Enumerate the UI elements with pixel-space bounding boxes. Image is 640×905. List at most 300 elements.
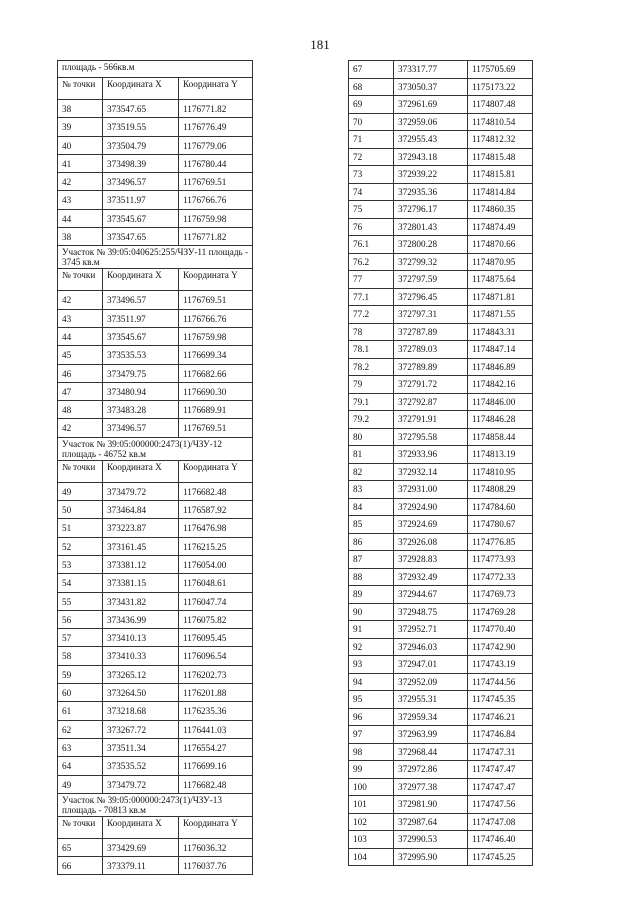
- coordinate-x: 373545.67: [103, 327, 179, 345]
- point-number: 79.1: [349, 393, 394, 411]
- coordinate-x: 372968.44: [394, 743, 468, 761]
- table-row: [349, 358, 533, 376]
- coordinate-y: 1174747.56: [468, 796, 533, 814]
- table-row: [349, 61, 533, 79]
- point-number: 79.2: [349, 411, 394, 429]
- coordinate-y: 1176048.61: [179, 574, 253, 592]
- section-title: площадь - 566кв.м: [58, 61, 253, 78]
- table-row: [349, 148, 533, 166]
- point-number: 99: [349, 761, 394, 779]
- coordinate-x: 372926.08: [394, 533, 468, 551]
- coordinate-y: 1176690.30: [179, 382, 253, 400]
- point-number: 81: [349, 446, 394, 464]
- table-row: [58, 401, 253, 419]
- coordinate-x: 372789.03: [394, 341, 468, 359]
- coordinate-y: 1176215.25: [179, 537, 253, 555]
- table-row: [349, 96, 533, 114]
- table-row: [349, 603, 533, 621]
- coordinate-x: 373381.15: [103, 574, 179, 592]
- point-number: 73: [349, 166, 394, 184]
- point-number: 59: [58, 665, 103, 683]
- table-row: [58, 118, 253, 136]
- coordinate-y: 1174745.35: [468, 691, 533, 709]
- coordinate-y: 1176699.16: [179, 757, 253, 775]
- point-number: 42: [58, 291, 103, 309]
- point-number: 60: [58, 684, 103, 702]
- table-row: [349, 428, 533, 446]
- point-number: 97: [349, 726, 394, 744]
- coordinate-y: 1176235.36: [179, 702, 253, 720]
- coordinate-y: 1174776.85: [468, 533, 533, 551]
- table-row: [349, 831, 533, 849]
- coordinate-y: 1176054.00: [179, 555, 253, 573]
- coordinate-x: 372799.32: [394, 253, 468, 271]
- point-number: 50: [58, 501, 103, 519]
- coordinate-x: 373429.69: [103, 838, 179, 856]
- coordinate-y: 1174808.29: [468, 481, 533, 499]
- point-number: 77: [349, 271, 394, 289]
- point-number: 53: [58, 555, 103, 573]
- coordinate-x: 373317.77: [394, 61, 468, 79]
- point-number: 41: [58, 154, 103, 172]
- table-row: [58, 838, 253, 856]
- coordinate-y: 1174846.89: [468, 358, 533, 376]
- right-coordinate-table: [348, 60, 532, 866]
- coordinate-y: 1174810.95: [468, 463, 533, 481]
- coordinate-x: 372946.03: [394, 638, 468, 656]
- coordinate-x: 373379.11: [103, 857, 179, 875]
- table-row: [58, 501, 253, 519]
- point-number: 102: [349, 813, 394, 831]
- coordinate-x: 373535.52: [103, 757, 179, 775]
- point-number: 101: [349, 796, 394, 814]
- table-row: [349, 726, 533, 744]
- coordinate-x: 373161.45: [103, 537, 179, 555]
- table-row: [349, 761, 533, 779]
- point-number: 57: [58, 629, 103, 647]
- table-row: [58, 382, 253, 400]
- point-number: 78.1: [349, 341, 394, 359]
- table-row: [349, 236, 533, 254]
- coordinate-y: 1176766.76: [179, 309, 253, 327]
- point-number: 96: [349, 708, 394, 726]
- coordinate-x: 372789.89: [394, 358, 468, 376]
- table-row: [58, 327, 253, 345]
- coordinate-x: 372981.90: [394, 796, 468, 814]
- point-number: 67: [349, 61, 394, 79]
- point-number: 100: [349, 778, 394, 796]
- table-row: [58, 346, 253, 364]
- header-row: [58, 816, 253, 838]
- coordinate-x: 373547.65: [103, 100, 179, 118]
- coordinate-x: 372797.59: [394, 271, 468, 289]
- coordinate-y: 1176037.76: [179, 857, 253, 875]
- coordinate-x: 372990.53: [394, 831, 468, 849]
- coordinate-y: 1174846.00: [468, 393, 533, 411]
- point-number: 54: [58, 574, 103, 592]
- point-number: 77.2: [349, 306, 394, 324]
- point-number: 52: [58, 537, 103, 555]
- table-row: [349, 113, 533, 131]
- coordinate-x: 373264.50: [103, 684, 179, 702]
- header-coordinate-y: Координата Y: [179, 78, 253, 100]
- point-number: 61: [58, 702, 103, 720]
- point-number: 48: [58, 401, 103, 419]
- table-row: [58, 419, 253, 437]
- coordinate-x: 373498.39: [103, 154, 179, 172]
- header-row: [58, 78, 253, 100]
- coordinate-x: 372939.22: [394, 166, 468, 184]
- table-row: [58, 738, 253, 756]
- header-point-number: № точки: [58, 269, 103, 291]
- header-coordinate-x: Координата X: [103, 78, 179, 100]
- header-coordinate-x: Координата X: [103, 269, 179, 291]
- table-row: [58, 191, 253, 209]
- point-number: 78.2: [349, 358, 394, 376]
- coordinate-x: 372977.38: [394, 778, 468, 796]
- point-number: 40: [58, 136, 103, 154]
- coordinate-x: 373547.65: [103, 228, 179, 246]
- coordinate-x: 372955.31: [394, 691, 468, 709]
- coordinate-y: 1174871.55: [468, 306, 533, 324]
- coordinate-y: 1176689.91: [179, 401, 253, 419]
- point-number: 76.1: [349, 236, 394, 254]
- table-row: [58, 610, 253, 628]
- table-row: [349, 131, 533, 149]
- coordinate-x: 372972.86: [394, 761, 468, 779]
- point-number: 71: [349, 131, 394, 149]
- coordinate-x: 372959.06: [394, 113, 468, 131]
- coordinate-x: 372963.99: [394, 726, 468, 744]
- point-number: 43: [58, 191, 103, 209]
- point-number: 49: [58, 775, 103, 793]
- coordinate-y: 1174871.81: [468, 288, 533, 306]
- point-number: 83: [349, 481, 394, 499]
- point-number: 42: [58, 419, 103, 437]
- coordinate-x: 372792.87: [394, 393, 468, 411]
- point-number: 91: [349, 621, 394, 639]
- coordinate-y: 1176769.51: [179, 173, 253, 191]
- table-row: [349, 708, 533, 726]
- coordinate-y: 1176682.48: [179, 775, 253, 793]
- point-number: 42: [58, 173, 103, 191]
- table-row: [349, 673, 533, 691]
- coordinate-y: 1174780.67: [468, 516, 533, 534]
- header-coordinate-x: Координата X: [103, 816, 179, 838]
- table-row: [58, 228, 253, 246]
- header-coordinate-y: Координата Y: [179, 816, 253, 838]
- coordinate-y: 1176441.03: [179, 720, 253, 738]
- point-number: 65: [58, 838, 103, 856]
- section-title-row: [58, 793, 253, 816]
- coordinate-y: 1174784.60: [468, 498, 533, 516]
- coordinate-x: 372796.45: [394, 288, 468, 306]
- table-row: [349, 78, 533, 96]
- coordinate-y: 1174874.49: [468, 218, 533, 236]
- coordinate-y: 1176766.76: [179, 191, 253, 209]
- coordinate-x: 373535.53: [103, 346, 179, 364]
- table-row: [58, 136, 253, 154]
- point-number: 90: [349, 603, 394, 621]
- point-number: 79: [349, 376, 394, 394]
- coordinate-y: 1174814.84: [468, 183, 533, 201]
- page-number: 181: [310, 37, 330, 52]
- point-number: 74: [349, 183, 394, 201]
- coordinate-y: 1176476.98: [179, 519, 253, 537]
- coordinate-y: 1174772.33: [468, 568, 533, 586]
- table-row: [349, 568, 533, 586]
- table-row: [58, 665, 253, 683]
- point-number: 38: [58, 228, 103, 246]
- coordinate-x: 373511.34: [103, 738, 179, 756]
- point-number: 55: [58, 592, 103, 610]
- coordinate-y: 1176769.51: [179, 291, 253, 309]
- coordinate-y: 1176096.54: [179, 647, 253, 665]
- coordinate-x: 373496.57: [103, 419, 179, 437]
- coordinate-y: 1174813.19: [468, 446, 533, 464]
- coordinate-x: 373218.68: [103, 702, 179, 720]
- point-number: 38: [58, 100, 103, 118]
- section-title-row: [58, 246, 253, 269]
- point-number: 44: [58, 327, 103, 345]
- coordinate-y: 1174858.44: [468, 428, 533, 446]
- table-row: [58, 173, 253, 191]
- coordinate-x: 372935.36: [394, 183, 468, 201]
- point-number: 72: [349, 148, 394, 166]
- coordinate-x: 372924.90: [394, 498, 468, 516]
- coordinate-y: 1174743.19: [468, 656, 533, 674]
- point-number: 78: [349, 323, 394, 341]
- point-number: 45: [58, 346, 103, 364]
- coordinate-y: 1174747.08: [468, 813, 533, 831]
- coordinate-y: 1176075.82: [179, 610, 253, 628]
- coordinate-y: 1174746.21: [468, 708, 533, 726]
- table-row: [349, 691, 533, 709]
- coordinate-x: 373464.84: [103, 501, 179, 519]
- table-row: [58, 291, 253, 309]
- coordinate-y: 1174815.48: [468, 148, 533, 166]
- table-row: [58, 720, 253, 738]
- point-number: 70: [349, 113, 394, 131]
- table-row: [349, 778, 533, 796]
- point-number: 80: [349, 428, 394, 446]
- point-number: 68: [349, 78, 394, 96]
- table-row: [349, 446, 533, 464]
- point-number: 98: [349, 743, 394, 761]
- table-row: [349, 183, 533, 201]
- coordinate-y: 1174745.25: [468, 848, 533, 866]
- header-coordinate-y: Координата Y: [179, 269, 253, 291]
- coordinate-x: 373504.79: [103, 136, 179, 154]
- point-number: 93: [349, 656, 394, 674]
- coordinate-y: 1174769.73: [468, 586, 533, 604]
- point-number: 58: [58, 647, 103, 665]
- coordinate-x: 373410.33: [103, 647, 179, 665]
- coordinate-x: 372787.89: [394, 323, 468, 341]
- coordinate-x: 372928.83: [394, 551, 468, 569]
- point-number: 47: [58, 382, 103, 400]
- table-row: [349, 393, 533, 411]
- point-number: 76.2: [349, 253, 394, 271]
- coordinate-y: 1174769.28: [468, 603, 533, 621]
- point-number: 62: [58, 720, 103, 738]
- coordinate-y: 1174746.40: [468, 831, 533, 849]
- point-number: 76: [349, 218, 394, 236]
- table-row: [349, 253, 533, 271]
- point-number: 82: [349, 463, 394, 481]
- coordinate-y: 1174846.28: [468, 411, 533, 429]
- coordinate-x: 372931.00: [394, 481, 468, 499]
- coordinate-y: 1174815.81: [468, 166, 533, 184]
- coordinate-y: 1174770.40: [468, 621, 533, 639]
- table-row: [58, 154, 253, 172]
- point-number: 51: [58, 519, 103, 537]
- point-number: 89: [349, 586, 394, 604]
- coordinate-x: 373496.57: [103, 291, 179, 309]
- coordinate-x: 372995.90: [394, 848, 468, 866]
- coordinate-x: 373267.72: [103, 720, 179, 738]
- table-row: [58, 647, 253, 665]
- coordinate-x: 372952.71: [394, 621, 468, 639]
- table-row: [58, 684, 253, 702]
- table-row: [349, 848, 533, 866]
- coordinate-y: 1176047.74: [179, 592, 253, 610]
- coordinate-y: 1176201.88: [179, 684, 253, 702]
- point-number: 104: [349, 848, 394, 866]
- point-number: 39: [58, 118, 103, 136]
- coordinate-y: 1176779.06: [179, 136, 253, 154]
- coordinate-x: 373479.72: [103, 482, 179, 500]
- section-title: Участок № 39:05:040625:255/ЧЗУ-11 площадь - 3745 кв.м: [58, 246, 253, 269]
- table-row: [349, 743, 533, 761]
- header-coordinate-x: Координата X: [103, 460, 179, 482]
- table-row: [349, 306, 533, 324]
- header-point-number: № точки: [58, 460, 103, 482]
- coordinate-y: 1174875.64: [468, 271, 533, 289]
- section-title-row: [58, 437, 253, 460]
- point-number: 84: [349, 498, 394, 516]
- coordinate-x: 372800.28: [394, 236, 468, 254]
- table-row: [58, 775, 253, 793]
- coordinate-y: 1176759.98: [179, 209, 253, 227]
- coordinate-x: 373050.37: [394, 78, 468, 96]
- table-row: [58, 574, 253, 592]
- coordinate-x: 372955.43: [394, 131, 468, 149]
- table-row: [58, 757, 253, 775]
- coordinate-y: 1176682.48: [179, 482, 253, 500]
- right-table: [348, 60, 533, 866]
- section-title: Участок № 39:05:000000:2473(1)/ЧЗУ-13 площадь - 70813 кв.м: [58, 793, 253, 816]
- coordinate-y: 1174810.54: [468, 113, 533, 131]
- coordinate-x: 372952.09: [394, 673, 468, 691]
- table-row: [349, 533, 533, 551]
- coordinate-x: 372791.91: [394, 411, 468, 429]
- coordinate-x: 372948.75: [394, 603, 468, 621]
- coordinate-x: 373431.82: [103, 592, 179, 610]
- table-row: [349, 796, 533, 814]
- coordinate-y: 1175173.22: [468, 78, 533, 96]
- point-number: 92: [349, 638, 394, 656]
- point-number: 46: [58, 364, 103, 382]
- table-row: [349, 166, 533, 184]
- coordinate-y: 1176682.66: [179, 364, 253, 382]
- point-number: 95: [349, 691, 394, 709]
- table-row: [349, 498, 533, 516]
- table-row: [349, 323, 533, 341]
- point-number: 94: [349, 673, 394, 691]
- coordinate-x: 373483.28: [103, 401, 179, 419]
- section-title: Участок № 39:05:000000:2473(1)/ЧЗУ-12 площадь - 46752 кв.м: [58, 437, 253, 460]
- coordinate-x: 372944.67: [394, 586, 468, 604]
- coordinate-y: 1175705.69: [468, 61, 533, 79]
- coordinate-x: 372924.69: [394, 516, 468, 534]
- table-row: [349, 586, 533, 604]
- table-row: [58, 100, 253, 118]
- coordinate-y: 1174742.90: [468, 638, 533, 656]
- coordinate-y: 1176202.73: [179, 665, 253, 683]
- point-number: 85: [349, 516, 394, 534]
- coordinate-y: 1176780.44: [179, 154, 253, 172]
- point-number: 69: [349, 96, 394, 114]
- table-row: [349, 481, 533, 499]
- table-row: [349, 621, 533, 639]
- table-row: [58, 209, 253, 227]
- point-number: 87: [349, 551, 394, 569]
- coordinate-y: 1174807.48: [468, 96, 533, 114]
- table-row: [58, 629, 253, 647]
- coordinate-y: 1176771.82: [179, 100, 253, 118]
- coordinate-y: 1176587.92: [179, 501, 253, 519]
- coordinate-y: 1174870.95: [468, 253, 533, 271]
- coordinate-x: 372796.17: [394, 201, 468, 219]
- table-row: [349, 201, 533, 219]
- coordinate-x: 372947.01: [394, 656, 468, 674]
- coordinate-x: 373410.13: [103, 629, 179, 647]
- coordinate-y: 1176036.32: [179, 838, 253, 856]
- section-title-row: [58, 61, 253, 78]
- point-number: 103: [349, 831, 394, 849]
- coordinate-y: 1174843.31: [468, 323, 533, 341]
- header-point-number: № точки: [58, 78, 103, 100]
- coordinate-y: 1174747.47: [468, 761, 533, 779]
- coordinate-x: 372801.43: [394, 218, 468, 236]
- table-row: [349, 411, 533, 429]
- point-number: 75: [349, 201, 394, 219]
- table-row: [349, 551, 533, 569]
- coordinate-y: 1174747.47: [468, 778, 533, 796]
- table-row: [349, 813, 533, 831]
- table-row: [58, 857, 253, 875]
- table-row: [349, 656, 533, 674]
- point-number: 64: [58, 757, 103, 775]
- coordinate-x: 373545.67: [103, 209, 179, 227]
- point-number: 86: [349, 533, 394, 551]
- coordinate-x: 373519.55: [103, 118, 179, 136]
- coordinate-x: 372943.18: [394, 148, 468, 166]
- coordinate-y: 1176776.49: [179, 118, 253, 136]
- table-row: [349, 463, 533, 481]
- coordinate-y: 1174812.32: [468, 131, 533, 149]
- point-number: 44: [58, 209, 103, 227]
- header-row: [58, 269, 253, 291]
- table-row: [349, 516, 533, 534]
- coordinate-x: 372961.69: [394, 96, 468, 114]
- coordinate-x: 373479.72: [103, 775, 179, 793]
- coordinate-y: 1174870.66: [468, 236, 533, 254]
- coordinate-x: 373511.97: [103, 309, 179, 327]
- table-row: [349, 218, 533, 236]
- table-row: [58, 519, 253, 537]
